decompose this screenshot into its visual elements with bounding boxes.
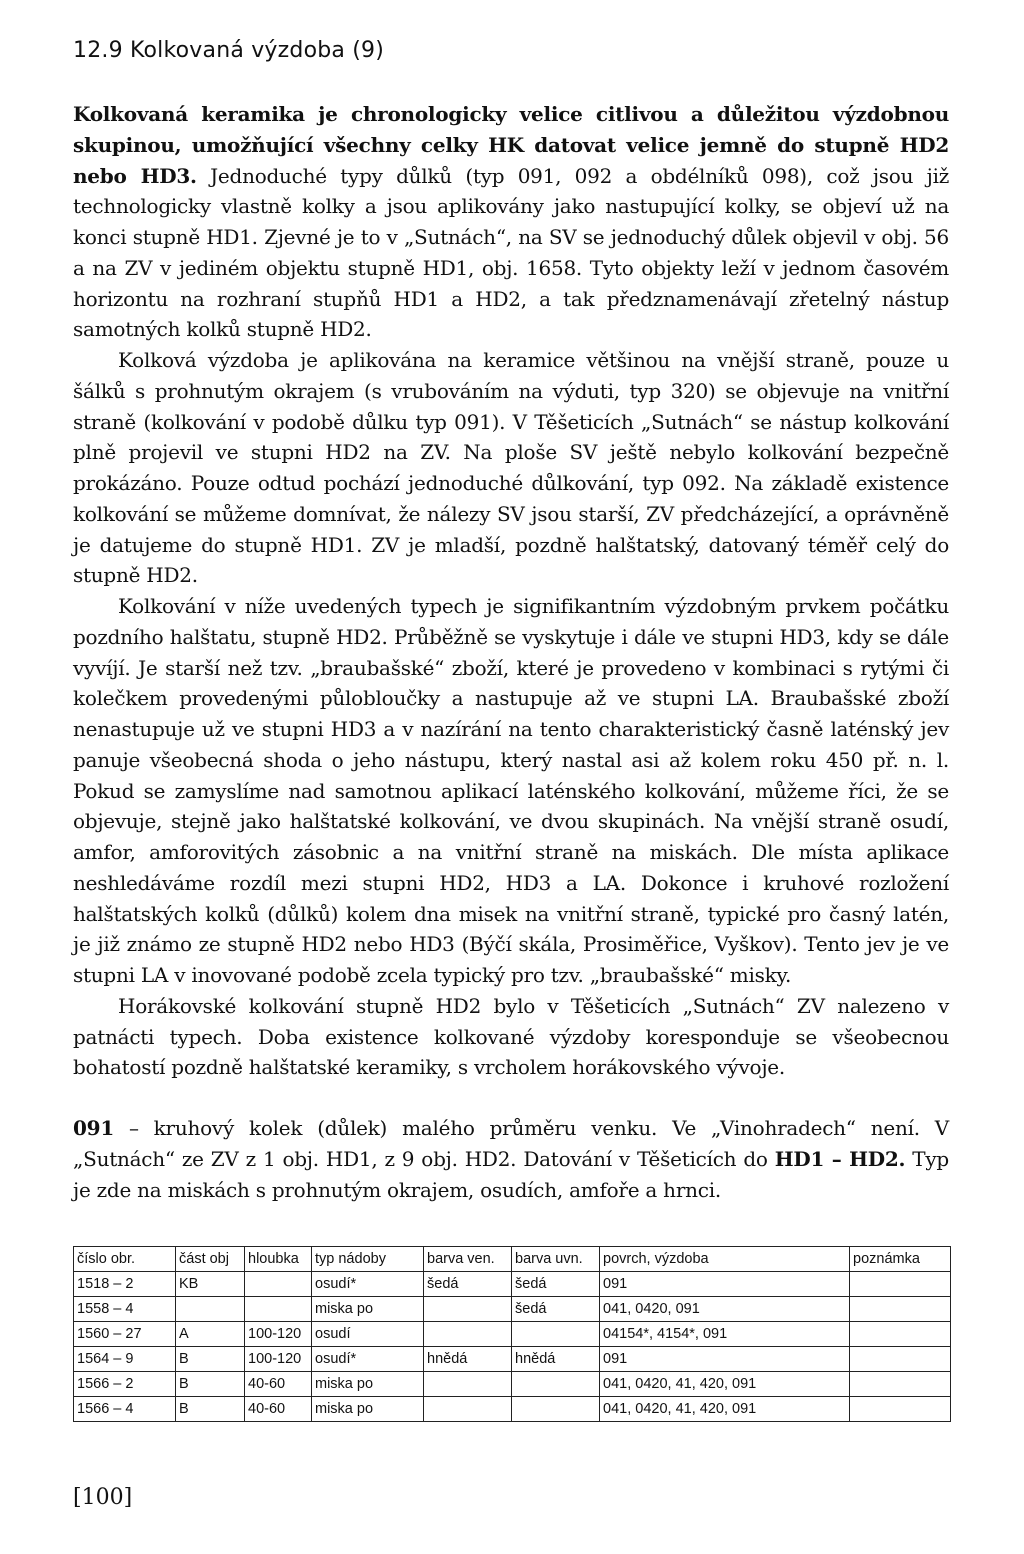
table-cell: B [176, 1372, 245, 1397]
table-cell: 091 [600, 1272, 850, 1297]
table-cell: A [176, 1322, 245, 1347]
table-cell [512, 1397, 600, 1422]
table-cell: osudí* [312, 1347, 424, 1372]
table-header-cell: barva uvn. [512, 1247, 600, 1272]
table-cell [850, 1347, 951, 1372]
table-cell: 1518 – 2 [74, 1272, 176, 1297]
table-cell: 40-60 [245, 1372, 312, 1397]
table-row [74, 1272, 951, 1297]
table-cell: miska po [312, 1297, 424, 1322]
table-header-cell: číslo obr. [74, 1247, 176, 1272]
table-header-cell: barva ven. [424, 1247, 512, 1272]
table-cell [424, 1322, 512, 1347]
table-cell: 100-120 [245, 1347, 312, 1372]
table-cell: 041, 0420, 41, 420, 091 [600, 1372, 850, 1397]
table-cell: KB [176, 1272, 245, 1297]
table-cell: osudí [312, 1322, 424, 1347]
table-cell: miska po [312, 1397, 424, 1422]
table-cell: miska po [312, 1372, 424, 1397]
table-row [74, 1372, 951, 1397]
intro-bold-text: Kolkovaná keramika je chronologicky velice citlivou a důležitou výzdobnou skupinou, umožňující všechny celky HK datovat velice jemně do stupně HD2 nebo HD3. [73, 102, 949, 188]
table-cell [850, 1372, 951, 1397]
table-header-cell: hloubka [245, 1247, 312, 1272]
type-dating: HD1 – HD2. [774, 1146, 906, 1171]
intro-text: Jednoduché typy důlků (typ 091, 092 a obdélníků 098), což jsou již technologicky vlastně kolky a jsou aplikovány jako nastupující kolky, se objeví už na konci stupně HD1. Zjevné je to v „Sutnách“, na SV se jednoduchý důlek objevil v obj. 56 a na ZV v jediném objektu stupně HD1, obj. 1658. Tyto objekty leží v jednom časovém horizontu na rozhraní stupňů HD1 a HD2, a tak předznamenávají zřetelný nástup samotných kolků stupně HD2. [73, 163, 950, 342]
table-cell [424, 1297, 512, 1322]
type-code: 091 [73, 1116, 114, 1140]
table-cell [245, 1272, 312, 1297]
body-text [73, 99, 949, 1205]
table-cell [512, 1372, 600, 1397]
table-cell [850, 1322, 951, 1347]
table-row [74, 1322, 951, 1347]
finds-table [73, 1246, 951, 1422]
table-cell [850, 1297, 951, 1322]
table-header-cell: část obj [176, 1247, 245, 1272]
table-cell: 1564 – 9 [74, 1347, 176, 1372]
paragraph-intro [73, 99, 949, 345]
type-description: – kruhový kolek (důlek) malého průměru venku. Ve „Vinohradech“ není. V „Sutnách“ ze ZV z 1 obj. HD1, z 9 obj. HD2. Datování v Těšeticích do [73, 1116, 949, 1171]
table-row [74, 1297, 951, 1322]
type-occurrence: Typ je zde na miskách s prohnutým okrajem, osudích, amfoře a hrnci. [73, 1146, 949, 1202]
paragraph-2: Kolková výzdoba je aplikována na keramice většinou na vnější straně, pouze u šálků s prohnutým okrajem (s vrubováním na výduti, typ 320) se objevuje na vnitřní straně (kolkování v podobě důlku typ 091). V Těšeticích „Sutnách“ se nástup kolkování plně projevil ve stupni HD2 na ZV. Na ploše SV ještě nebylo kolkování bezpečně prokázáno. Pouze odtud pochází jednoduché důlkování, typ 092. Na základě existence kolkování se můžeme domnívat, že nálezy SV jsou starší, ZV předcházející, a oprávněně je datujeme do stupně HD1. ZV je mladší, pozdně halštatský, datovaný téměř celý do stupně HD2. [73, 348, 949, 588]
table-row [74, 1397, 951, 1422]
table-cell [245, 1297, 312, 1322]
table-cell: 1558 – 4 [74, 1297, 176, 1322]
section-heading: 12.9 Kolkovaná výzdoba (9) [73, 38, 385, 63]
table-cell: 1566 – 2 [74, 1372, 176, 1397]
table-row [74, 1347, 951, 1372]
table-cell: osudí* [312, 1272, 424, 1297]
table-cell: 091 [600, 1347, 850, 1372]
paragraph-3: Kolkování v níže uvedených typech je signifikantním výzdobným prvkem počátku pozdního halštatu, stupně HD2. Průběžně se vyskytuje i dále ve stupni HD3, kdy se dále vyvíjí. Je starší než tzv. „braubašské“ zboží, které je provedeno v kombinaci s rytými či kolečkem provedenými půlobloučky a nastupuje až ve stupni LA. Braubašské zboží nenastupuje už ve stupni HD3 a v nazírání na tento charakteristický časně laténský jev panuje všeobecná shoda o jeho nástupu, který nastal asi až kolem roku 450 př. n. l. Pokud se zamyslíme nad samotnou aplikací laténského kolkování, můžeme říci, že se objevuje, stejně jako halštatské kolkování, ve dvou skupinách. Na vnější straně osudí, amfor, amforovitých zásobnic a na vnitřní straně na miskách. Dle místa aplikace neshledáváme rozdíl mezi stupni HD2, HD3 a LA. Dokonce i kruhové rozložení halštatských kolků (důlků) kolem dna misek na vnitřní straně, typické pro časný latén, je již známo ze stupně HD2 nebo HD3 (Býčí skála, Prosiměřice, Vyškov). Tento jev je ve stupni LA v inovované podobě zcela typický pro tzv. „braubašské“ misky. [73, 594, 949, 987]
table-cell: 100-120 [245, 1322, 312, 1347]
table-cell [176, 1297, 245, 1322]
type-entry-091 [73, 1113, 949, 1205]
table-cell: šedá [512, 1272, 600, 1297]
table-cell: 041, 0420, 41, 420, 091 [600, 1397, 850, 1422]
table-cell: B [176, 1397, 245, 1422]
table-cell: B [176, 1347, 245, 1372]
table-cell [424, 1372, 512, 1397]
table-cell: 1566 – 4 [74, 1397, 176, 1422]
table-header-cell: typ nádoby [312, 1247, 424, 1272]
table-cell [512, 1322, 600, 1347]
page-number: [100] [73, 1485, 133, 1510]
table-cell: 04154*, 4154*, 091 [600, 1322, 850, 1347]
table-cell: šedá [512, 1297, 600, 1322]
table-cell [850, 1397, 951, 1422]
table-cell: 1560 – 27 [74, 1322, 176, 1347]
table-cell [850, 1272, 951, 1297]
table-cell: 40-60 [245, 1397, 312, 1422]
table-cell: šedá [424, 1272, 512, 1297]
table-cell: hnědá [424, 1347, 512, 1372]
table-cell [424, 1397, 512, 1422]
table-cell: hnědá [512, 1347, 600, 1372]
table-header-row [74, 1247, 951, 1272]
paragraph-4: Horákovské kolkování stupně HD2 bylo v Těšeticích „Sutnách“ ZV nalezeno v patnácti typech. Doba existence kolkované výzdoby koresponduje se všeobecnou bohatostí pozdně halštatské keramiky, s vrcholem horákovského vývoje. [73, 993, 949, 1080]
table-cell: 041, 0420, 091 [600, 1297, 850, 1322]
table-header-cell: povrch, výzdoba [600, 1247, 850, 1272]
table-header-cell: poznámka [850, 1247, 951, 1272]
